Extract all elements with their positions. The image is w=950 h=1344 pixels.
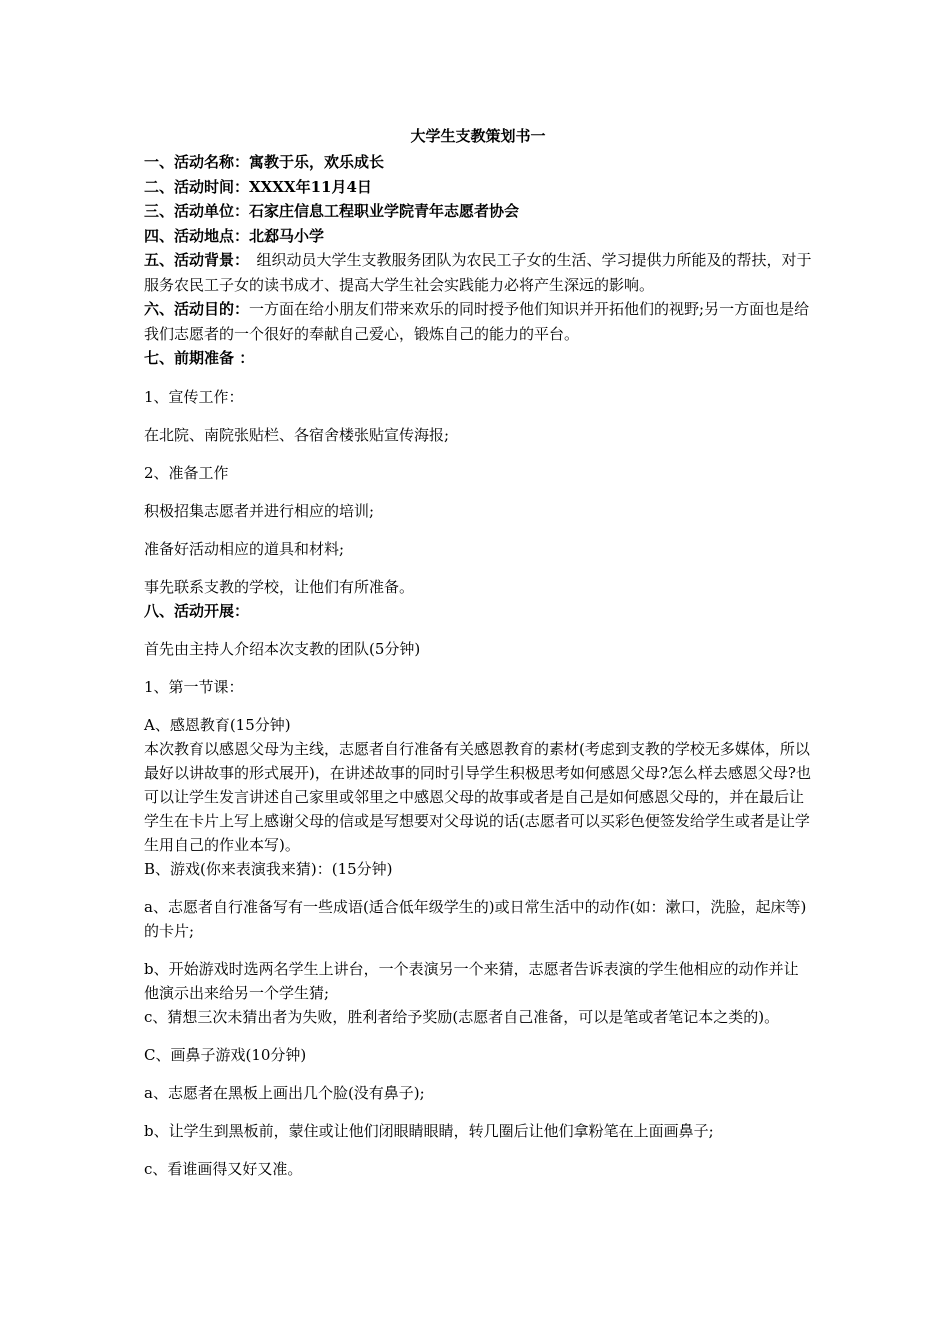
heading-activity-background [144,248,812,297]
prep-work-item-3: 事先联系支教的学校，让他们有所准备。 [144,577,415,596]
section-a-text: 本次教育以感恩父母为主线，志愿者自行准备有关感恩教育的素材(考虑到支教的学校无多媒体，所以最好以讲故事的形式展开)，在讲述故事的同时引导学生积极思考如何感恩父母?怎么样去感恩父母?也可以让学生发言讲述自己家里或邻里之中感恩父母的故事或者是自己是如何感恩父母的，并在最后让学生在卡片上写上感谢父母的信或是写想要对父母说的话(志愿者可以买彩色便签发给学生或者是让学生用自己的作业本写)。 [144,740,811,854]
activity-location-value: 北郄马小学 [249,226,325,245]
activity-purpose-text: 一方面在给小朋友们带来欢乐的同时授予他们知识并开拓他们的视野;另一方面也是给我们志愿者的一个很好的奉献自己爱心，锻炼自己的能力的平台。 [144,300,810,343]
section-a-title: A、感恩教育(15分钟) [144,716,291,734]
activity-background-text: 组织动员大学生支教服务团队为农民工子女的生活、学习提供力所能及的帮扶，对于服务农民工子女的读书成才、提高大学生社会实践能力必将产生深远的影响。 [144,251,812,294]
activity-unit-value-b: 青年志愿者协会 [414,202,520,220]
prep-publicity-text: 在北院、南院张贴栏、各宿舍楼张贴宣传海报; [144,425,450,444]
prep-publicity-title: 1、宣传工作： [144,387,244,406]
intro-text: 首先由主持人介绍本次支教的团队(5分钟) [144,640,421,658]
section-c-title: C、画鼻子游戏(10分钟) [144,1046,307,1064]
section-c-item-b: b、让学生到黑板前，蒙住或让他们闭眼睛眼睛，转几圈后让他们拿粉笔在上面画鼻子; [144,1122,714,1140]
section-c-item-a: a、志愿者在黑板上画出几个脸(没有鼻子); [144,1084,425,1102]
activity-name-label: 一、活动名称： [144,153,250,171]
activity-unit-label: 三、活动单位： [144,202,250,220]
section-b-item-b: b、开始游戏时选两名学生上讲台，一个表演另一个来猜，志愿者告诉表演的学生他相应的动作并让他演示出来给另一个学生猜; [144,960,799,1002]
document-page [144,124,812,1181]
heading-preparation: 七、前期准备 ： [144,349,255,367]
prep-work-title: 2、准备工作 [144,463,229,482]
section-b-title: B、游戏(你来表演我来猜)：(15分钟) [144,860,393,878]
activity-time-value: XXXX年11月4日 [249,177,372,196]
activity-purpose-label: 六、活动目的： [144,300,250,318]
lesson-one-title: 1、第一节课： [144,678,244,696]
heading-activity-development: 八、活动开展： [144,601,250,620]
activity-time-label: 二、活动时间： [144,177,250,196]
document-title: 大学生支教策划书一 [410,127,546,145]
prep-work-item-1: 积极招集志愿者并进行相应的培训; [144,501,375,520]
activity-unit-value-a: 石家庄信息工程职业学院 [249,202,415,220]
heading-activity-unit [144,199,812,224]
activity-location-label: 四、活动地点： [144,226,250,245]
section-c-item-c: c、看谁画得又好又准。 [144,1160,303,1178]
activity-background-label: 五、活动背景： [144,251,242,269]
section-b-item-c: c、猜想三次未猜出者为失败，胜利者给予奖励(志愿者自己准备，可以是笔或者笔记本之类的)。 [144,1008,780,1026]
prep-work-item-2: 准备好活动相应的道具和材料; [144,539,345,558]
heading-activity-name [144,150,812,175]
section-b-item-a: a、志愿者自行准备写有一些成语(适合低年级学生的)或日常生活中的动作(如：漱口，洗脸，起床等)的卡片; [144,898,807,940]
activity-name-value: 寓教于乐，欢乐成长 [249,153,385,171]
heading-activity-location [144,224,812,249]
heading-activity-time [144,175,812,200]
heading-activity-purpose [144,297,812,346]
